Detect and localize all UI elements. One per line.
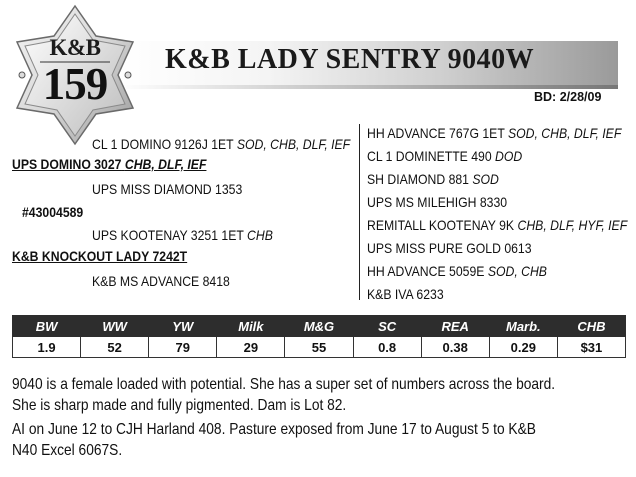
epd-value-row — [13, 337, 626, 358]
pedigree-dam: K&B KNOCKOUT LADY 7242T — [12, 249, 188, 264]
pedigree-dam-sire: UPS KOOTENAY 3251 1ET CHB — [92, 228, 273, 243]
epd-value: 55 — [285, 337, 353, 358]
registration-number: #43004589 — [22, 205, 84, 220]
pedigree-dam-sire-sire: REMITALL KOOTENAY 9K CHB, DLF, HYF, IEF — [367, 218, 628, 233]
pedigree-dam-dam: K&B MS ADVANCE 8418 — [92, 274, 230, 289]
epd-value: 52 — [81, 337, 149, 358]
epd-header: M&G — [285, 316, 353, 337]
pedigree-sire-dam: UPS MISS DIAMOND 1353 — [92, 182, 243, 197]
epd-header: Milk — [217, 316, 285, 337]
lot-title: K&B LADY SENTRY 9040W — [165, 44, 535, 75]
pedigree-divider — [359, 124, 360, 300]
badge-rivet-right — [125, 72, 131, 78]
epd-header: SC — [353, 316, 421, 337]
notes-line: She is sharp made and fully pigmented. Dam is Lot 82. — [12, 397, 347, 414]
badge-brand: K&B — [49, 35, 101, 60]
pedigree-sire-dam-sire: SH DIAMOND 881 SOD — [367, 172, 499, 187]
epd-value: 0.29 — [489, 337, 557, 358]
epd-table — [12, 315, 626, 358]
epd-value: 0.8 — [353, 337, 421, 358]
pedigree-dam-dam-sire: HH ADVANCE 5059E SOD, CHB — [367, 264, 547, 279]
epd-header: YW — [149, 316, 217, 337]
epd-header: BW — [13, 316, 81, 337]
badge-lot-number: 159 — [42, 59, 108, 109]
birth-date: BD: 2/28/09 — [534, 90, 602, 104]
pedigree-dam-sire-dam: UPS MISS PURE GOLD 0613 — [367, 241, 532, 256]
epd-value: 79 — [149, 337, 217, 358]
epd-header: WW — [81, 316, 149, 337]
epd-value: 0.38 — [421, 337, 489, 358]
epd-value: $31 — [557, 337, 625, 358]
pedigree-sire-sire: CL 1 DOMINO 9126J 1ET SOD, CHB, DLF, IEF — [92, 137, 351, 152]
pedigree-dam-dam-dam: K&B IVA 6233 — [367, 287, 444, 302]
epd-value: 1.9 — [13, 337, 81, 358]
epd-header: Marb. — [489, 316, 557, 337]
notes-line: AI on June 12 to CJH Harland 408. Pasture exposed from June 17 to August 5 to K&B — [12, 421, 536, 438]
notes-line: 9040 is a female loaded with potential. She has a super set of numbers across the board. — [12, 376, 556, 393]
title-bar-shadow — [118, 85, 618, 89]
pedigree-sire-dam-dam: UPS MS MILEHIGH 8330 — [367, 195, 508, 210]
epd-header: REA — [421, 316, 489, 337]
pedigree-sire-sire-sire: HH ADVANCE 767G 1ET SOD, CHB, DLF, IEF — [367, 126, 622, 141]
epd-header-row — [13, 316, 626, 337]
epd-header: CHB — [557, 316, 625, 337]
notes-line: N40 Excel 6067S. — [12, 442, 123, 459]
epd-value: 29 — [217, 337, 285, 358]
pedigree-sire-sire-dam: CL 1 DOMINETTE 490 DOD — [367, 149, 523, 164]
pedigree-sire: UPS DOMINO 3027 CHB, DLF, IEF — [12, 157, 207, 172]
